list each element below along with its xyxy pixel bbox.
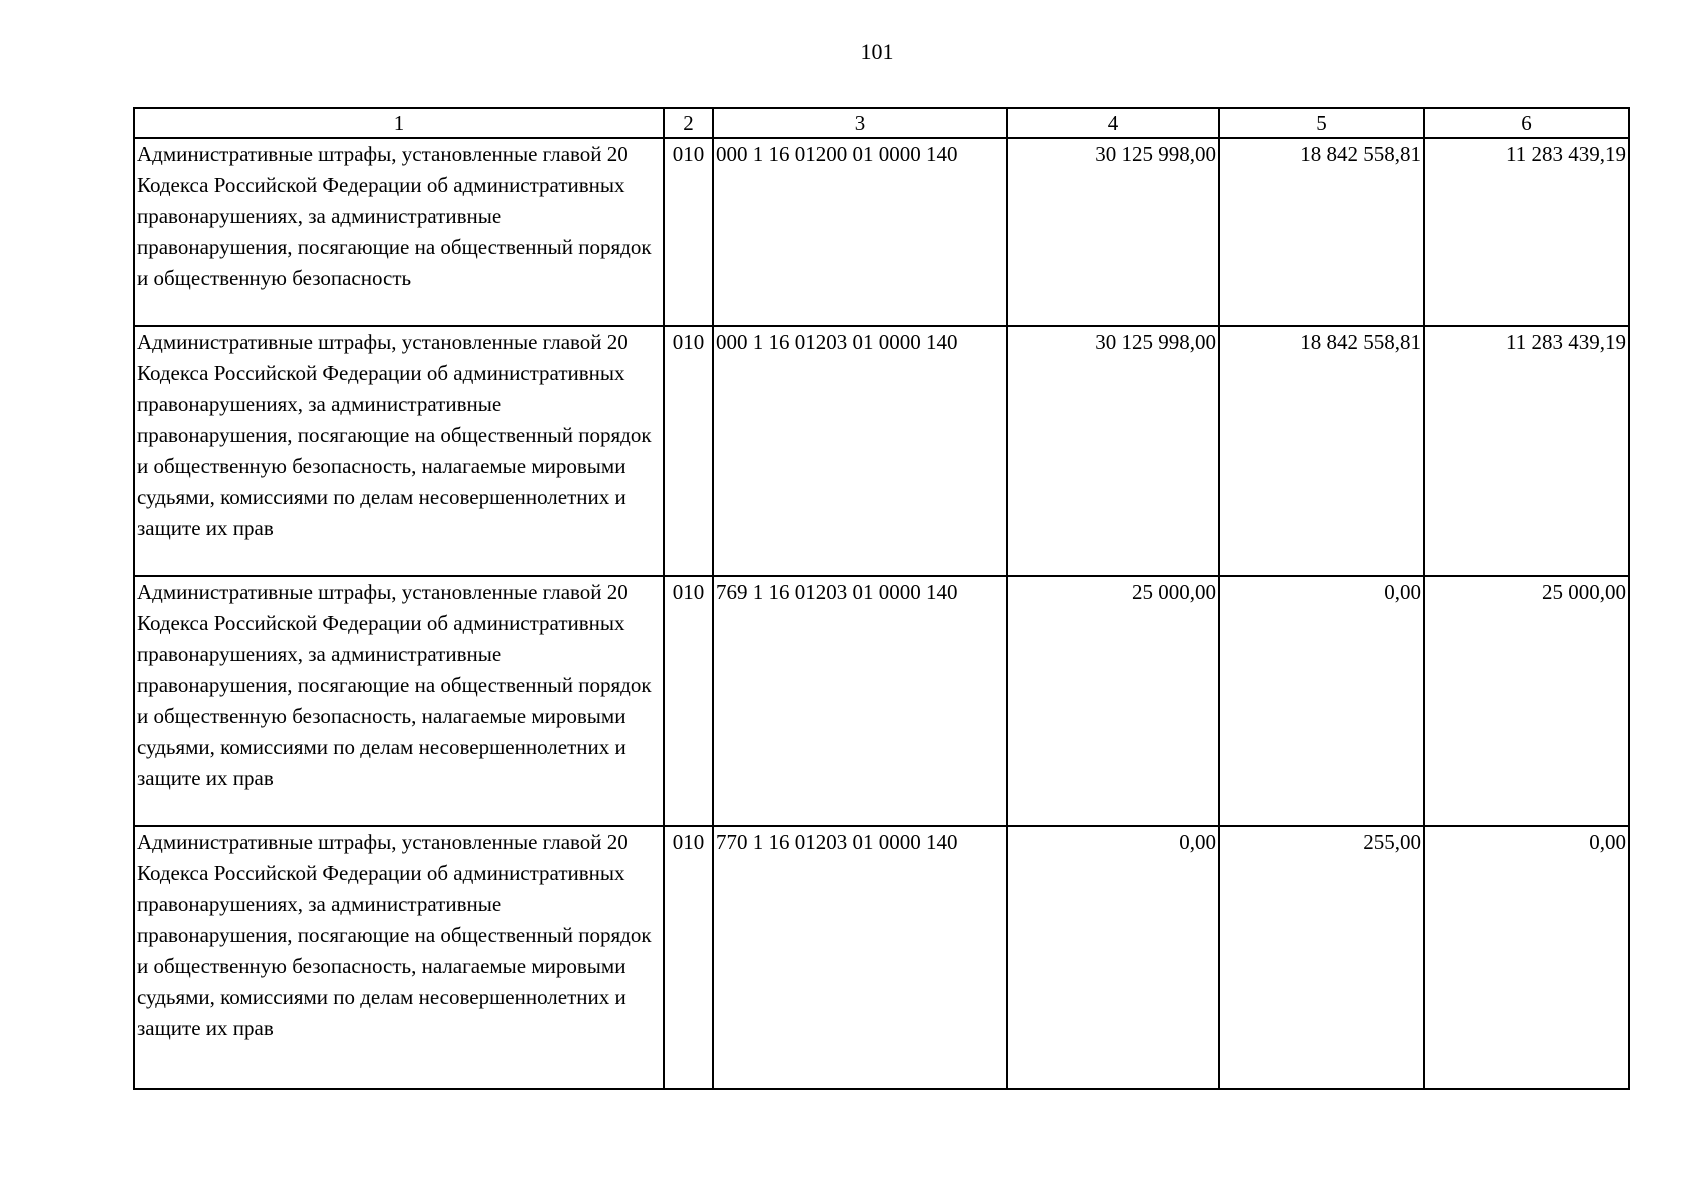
table-row — [134, 576, 1629, 826]
header-col-2: 2 — [664, 108, 713, 138]
header-col-1: 1 — [134, 108, 664, 138]
row-col4-value: 0,00 — [1007, 826, 1219, 1089]
header-row — [134, 108, 1629, 138]
row-col4-value: 30 125 998,00 — [1007, 138, 1219, 326]
row-name: Административные штрафы, установленные главой 20 Кодекса Российской Федерации об административных правонарушениях, за административные правонарушения, посягающие на общественный порядок и общественную безопасность, налагаемые мировыми судьями, комиссиями по делам несовершеннолетних и защите их прав — [134, 326, 664, 576]
row-name: Административные штрафы, установленные главой 20 Кодекса Российской Федерации об административных правонарушениях, за административные правонарушения, посягающие на общественный порядок и общественную безопасность — [134, 138, 664, 326]
table-row — [134, 138, 1629, 326]
row-name: Административные штрафы, установленные главой 20 Кодекса Российской Федерации об административных правонарушениях, за административные правонарушения, посягающие на общественный порядок и общественную безопасность, налагаемые мировыми судьями, комиссиями по делам несовершеннолетних и защите их прав — [134, 576, 664, 826]
row-col6-value: 0,00 — [1424, 826, 1629, 1089]
row-section-code: 010 — [664, 138, 713, 326]
row-col4-value: 30 125 998,00 — [1007, 326, 1219, 576]
row-col5-value: 0,00 — [1219, 576, 1424, 826]
row-section-code: 010 — [664, 576, 713, 826]
row-col6-value: 11 283 439,19 — [1424, 138, 1629, 326]
row-section-code: 010 — [664, 326, 713, 576]
row-col6-value: 11 283 439,19 — [1424, 326, 1629, 576]
row-col4-value: 25 000,00 — [1007, 576, 1219, 826]
row-budget-code: 769 1 16 01203 01 0000 140 — [713, 576, 1007, 826]
table-row — [134, 326, 1629, 576]
header-col-4: 4 — [1007, 108, 1219, 138]
row-col5-value: 18 842 558,81 — [1219, 326, 1424, 576]
table-row — [134, 826, 1629, 1089]
header-col-6: 6 — [1424, 108, 1629, 138]
row-budget-code: 000 1 16 01200 01 0000 140 — [713, 138, 1007, 326]
page-number: 101 — [860, 39, 894, 64]
row-name: Административные штрафы, установленные главой 20 Кодекса Российской Федерации об административных правонарушениях, за административные правонарушения, посягающие на общественный порядок и общественную безопасность, налагаемые мировыми судьями, комиссиями по делам несовершеннолетних и защите их прав — [134, 826, 664, 1089]
header-col-3: 3 — [713, 108, 1007, 138]
row-col5-value: 255,00 — [1219, 826, 1424, 1089]
row-col5-value: 18 842 558,81 — [1219, 138, 1424, 326]
row-budget-code: 770 1 16 01203 01 0000 140 — [713, 826, 1007, 1089]
header-col-5: 5 — [1219, 108, 1424, 138]
budget-table — [133, 107, 1630, 1090]
row-col6-value: 25 000,00 — [1424, 576, 1629, 826]
row-section-code: 010 — [664, 826, 713, 1089]
row-budget-code: 000 1 16 01203 01 0000 140 — [713, 326, 1007, 576]
